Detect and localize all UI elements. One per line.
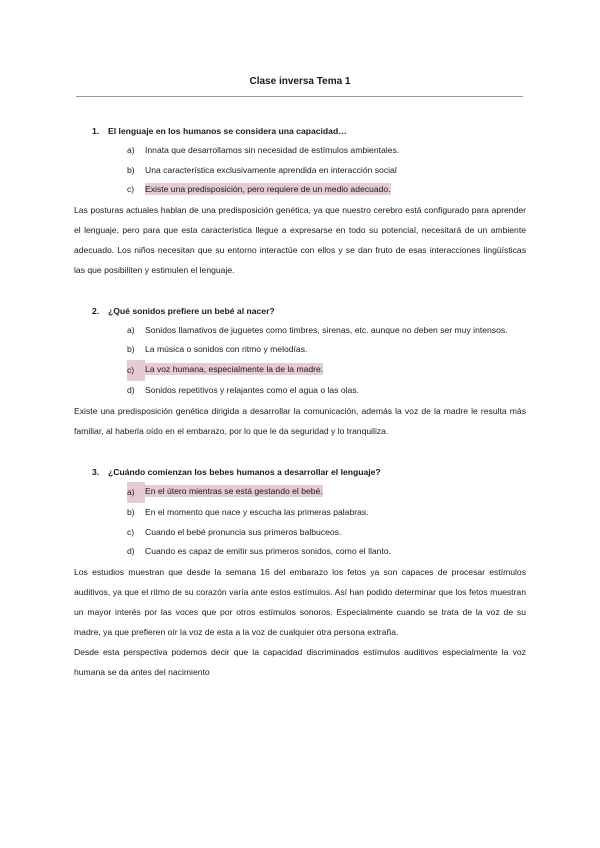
option-letter: a) xyxy=(127,324,135,335)
answer-option xyxy=(127,542,526,562)
question-3 xyxy=(74,463,526,682)
option-text-highlighted: En el útero mientras se está gestando el bebé. xyxy=(145,485,323,496)
answer-option xyxy=(127,503,526,523)
answer-option xyxy=(127,340,526,360)
answer-options xyxy=(74,141,526,200)
title-divider xyxy=(76,96,523,97)
option-letter: c) xyxy=(127,360,145,382)
question-text: ¿Qué sonidos prefiere un bebé al nacer? xyxy=(108,305,275,316)
option-text: La música o sonidos con ritmo y melodías. xyxy=(145,344,308,354)
option-text-highlighted: Existe una predisposición, pero requiere de un medio adecuado. xyxy=(145,184,391,194)
answer-option xyxy=(127,523,526,543)
option-letter: d) xyxy=(127,546,135,556)
option-letter: b) xyxy=(127,507,135,517)
answer-option xyxy=(127,381,526,401)
question-number: 3. xyxy=(92,466,100,477)
question-1 xyxy=(74,122,526,280)
question-heading xyxy=(92,122,526,140)
question-heading xyxy=(92,302,526,320)
answer-option xyxy=(127,141,526,161)
option-letter: d) xyxy=(127,385,135,395)
explanation-paragraph: Las posturas actuales hablan de una predisposición genética, ya que nuestro cerebro está configurado para aprender el lenguaje, pero para que esta característica llegue a expresarse en todo su potencial, necesitará de un ambiente adecuado. Los niños necesitan que su entorno interactúe con ellos y se dan fruto de esas interacciones lingüísticas las que posibiliten y estimulen el lenguaje. xyxy=(74,204,526,275)
option-text: Sonidos llamativos de juguetes como timbres, sirenas, etc. aunque no deben ser muy intensos. xyxy=(145,324,508,335)
document-body xyxy=(74,122,526,682)
answer-option-correct xyxy=(127,180,526,200)
option-letter: c) xyxy=(127,184,135,194)
option-text: Sonidos repetitivos y relajantes como el agua o las olas. xyxy=(145,385,360,395)
option-text: Una característica exclusivamente aprendida en interacción social xyxy=(145,164,397,175)
option-text: Cuando el bebé pronuncia sus primeros balbuceos. xyxy=(145,526,342,537)
option-text: Cuando es capaz de emitir sus primeros sonidos, como el llanto. xyxy=(145,546,391,556)
answer-option xyxy=(127,321,526,341)
explanation-paragraph: Existe una predisposición genética dirigida a desarrollar la comunicación, además la voz de la madre le resulta más familiar, al haberla oído en el embarazo, por lo que le da seguridad y lo tranquiliza. xyxy=(74,405,526,436)
explanation-paragraph: Desde esta perspectiva podemos decir que la capacidad discriminados estímulos auditivos especialmente la voz humana se da antes del nacimiento xyxy=(74,646,526,677)
option-text: Innata que desarrollamos sin necesidad de estímulos ambientales. xyxy=(145,145,400,155)
answer-options xyxy=(74,321,526,401)
question-number: 2. xyxy=(92,305,100,316)
option-letter: a) xyxy=(127,482,145,504)
answer-option xyxy=(127,161,526,181)
question-text: El lenguaje en los humanos se considera una capacidad… xyxy=(108,126,347,136)
answer-option-correct xyxy=(127,482,526,504)
question-heading xyxy=(92,463,526,481)
explanation-paragraph: Los estudios muestran que desde la semana 16 del embarazo los fetos ya son capaces de procesar estímulos auditivos, ya que el ritmo de su corazón varía ante estos estímulos. Así han podido determinar que los fetos muestran un mayor interés por las voces que por otros estímulos sonoros. Especialmente cuando se trata de la voz de su madre, ya que prefieren oír la voz de esta a la voz de cualquier otra persona extraña. xyxy=(74,566,526,637)
question-2 xyxy=(74,302,526,441)
question-number: 1. xyxy=(92,126,100,136)
answer-option-correct xyxy=(127,360,526,382)
option-text-highlighted: La voz humana, especialmente la de la madre. xyxy=(145,363,324,374)
option-letter: a) xyxy=(127,145,135,155)
option-text: En el momento que nace y escucha las primeras palabras. xyxy=(145,507,369,517)
document-title: Clase inversa Tema 1 xyxy=(249,76,351,87)
question-text: ¿Cuándo comienzan los bebes humanos a desarrollar el lenguaje? xyxy=(108,466,381,477)
answer-options xyxy=(74,482,526,562)
option-letter: b) xyxy=(127,344,135,354)
option-letter: c) xyxy=(127,526,135,537)
option-letter: b) xyxy=(127,164,135,175)
